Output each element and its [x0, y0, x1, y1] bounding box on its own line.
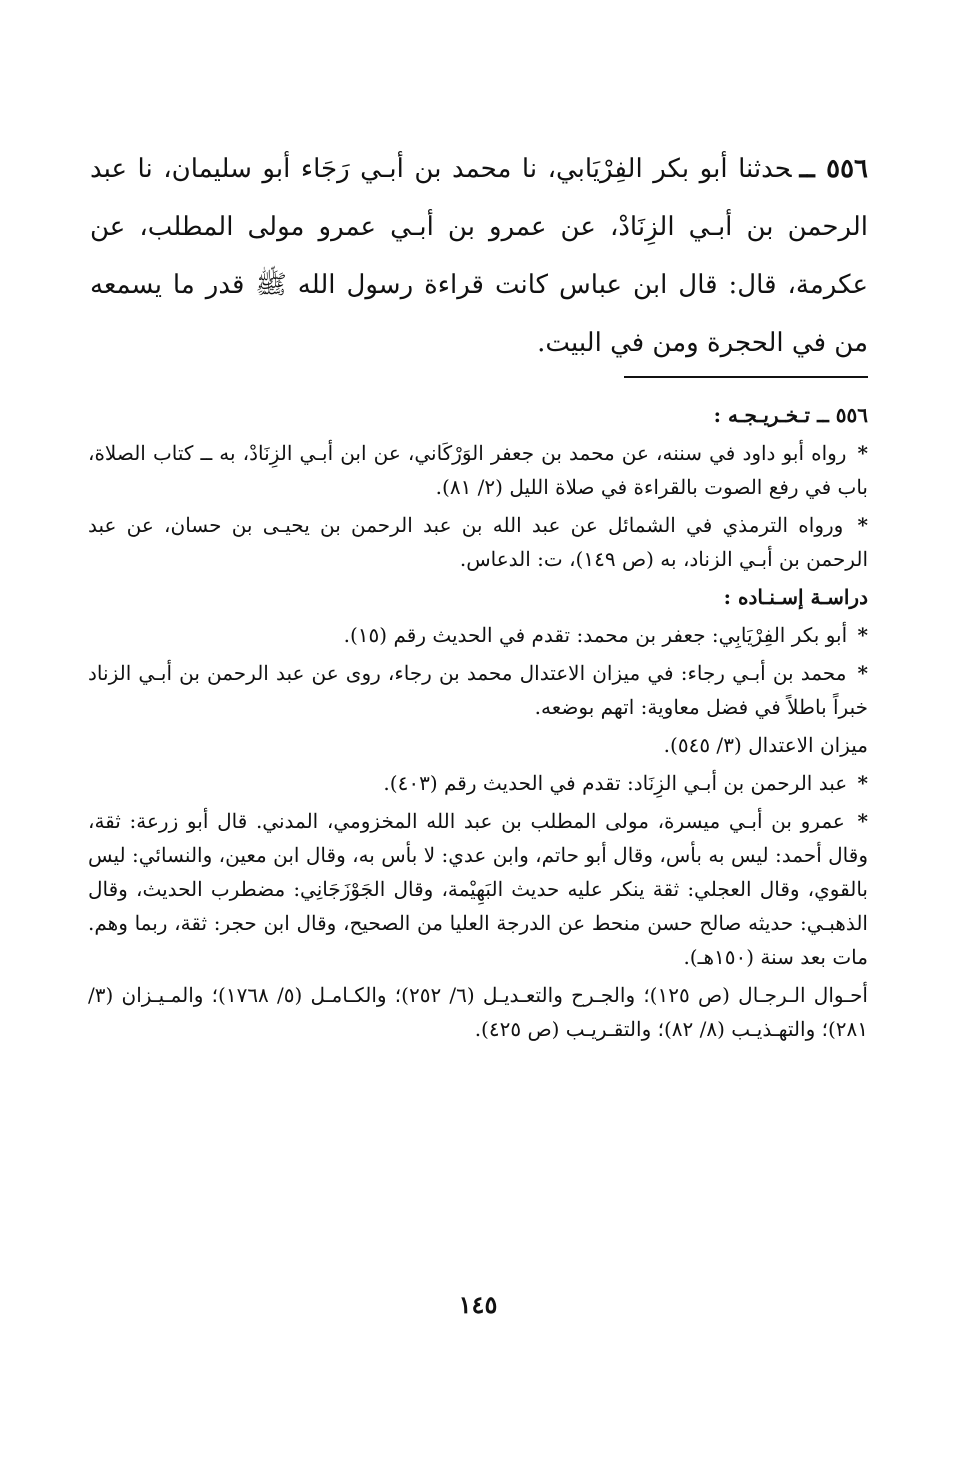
bullet-star-icon: * — [857, 661, 868, 685]
takhrij-paragraph: * ورواه الترمذي في الشمائل عن عبد الله بن عبد الرحمن بن يحيـى بن حسان، عن عبد الرحمن بن أبـي الزناد، به (ص ١٤٩)، ت: الدعاس. — [88, 513, 868, 571]
hadith-text-block — [90, 140, 868, 372]
narrator-note: * عبد الرحمن بن أبـي الزِنَاد: تقدم في الحديث رقم (٤٠٣). — [383, 771, 868, 795]
bullet-star-icon: * — [857, 809, 868, 833]
hadith-number: ٥٥٦ ــ — [799, 154, 869, 184]
takhrij-paragraph: * رواه أبو داود في سننه، عن محمد بن جعفر الوَرْكَاني، عن ابن أبـي الزِنَادْ، به ــ كتاب الصلاة، باب في رفع الصوت بالقراءة في صلاة الليل (٢/ ٨١). — [88, 441, 869, 499]
takhrij-heading: ٥٥٦ ــ تـخـريـجـه : — [713, 403, 868, 427]
narrator-note: * محمد بن أبـي رجاء: في ميزان الاعتدال محمد بن رجاء، روى عن عبد الرحمن بن أبـي الزناد خبراً باطلاً في فضل معاوية: اتهم بوضعه. — [88, 661, 868, 719]
page-number: ١٤٥ — [458, 1290, 498, 1319]
footnotes — [88, 398, 868, 1050]
dirasa-heading: دراسـة إسـنـاده : — [723, 585, 868, 609]
bullet-star-icon: * — [857, 623, 868, 647]
footnote-divider — [624, 376, 868, 378]
bullet-star-icon: * — [857, 441, 869, 465]
bullet-star-icon: * — [857, 513, 868, 537]
hadith-body: حدثنا أبو بكر الفِرْيَابي، نا محمد بن أبـي رَجَاء أبو سليمان، نا عبد الرحمن بن أبـي الزِنَادْ، عن عمرو بن أبـي عمرو مولى المطلب، عن عكرمة، قال: قال ابن عباس كانت قراءة رسول الله ﷺ قدر ما يسمعه من في الحجرة ومن في البيت. — [90, 154, 868, 358]
bullet-star-icon: * — [857, 771, 868, 795]
narrator-note: * أبو بكر الفِرْيَابِي: جعفر بن محمد: تقدم في الحديث رقم (١٥). — [343, 623, 868, 647]
narrator-note: * عمرو بن أبـي ميسرة، مولى المطلب بن عبد الله المخزومي، المدني. قال أبو زرعة: ثقة، وقال أحمد: ليس به بأس، وقال أبو حاتم، وابن عدي: لا بأس به، وقال ابن معين، والنسائي: ليس بالقوي، وقال العجلي: ثقة ينكر عليه حديث البَهِيْمة، وقال الجَوْزَجَانِي: مضطرب الحديث، وقال الذهبـي: حديثه صالح حسن منحط عن الدرجة العليا من الصحيح، وقال ابن حجر: ثقة، ربما وهم. مات بعد سنة (١٥٠هـ). — [88, 809, 868, 969]
reference-line: ميزان الاعتدال (٣/ ٥٤٥). — [663, 733, 868, 757]
reference-line: أحـوال الـرجـال (ص ١٢٥)؛ والجـرح والتعـديـل (٦/ ٢٥٢)؛ والكـامـل (٥/ ١٧٦٨)؛ والمـيـزان (٣/ ٢٨١)؛ والتهـذيـب (٨/ ٨٢)؛ والتقـريـب (ص ٤٢٥). — [88, 983, 868, 1041]
